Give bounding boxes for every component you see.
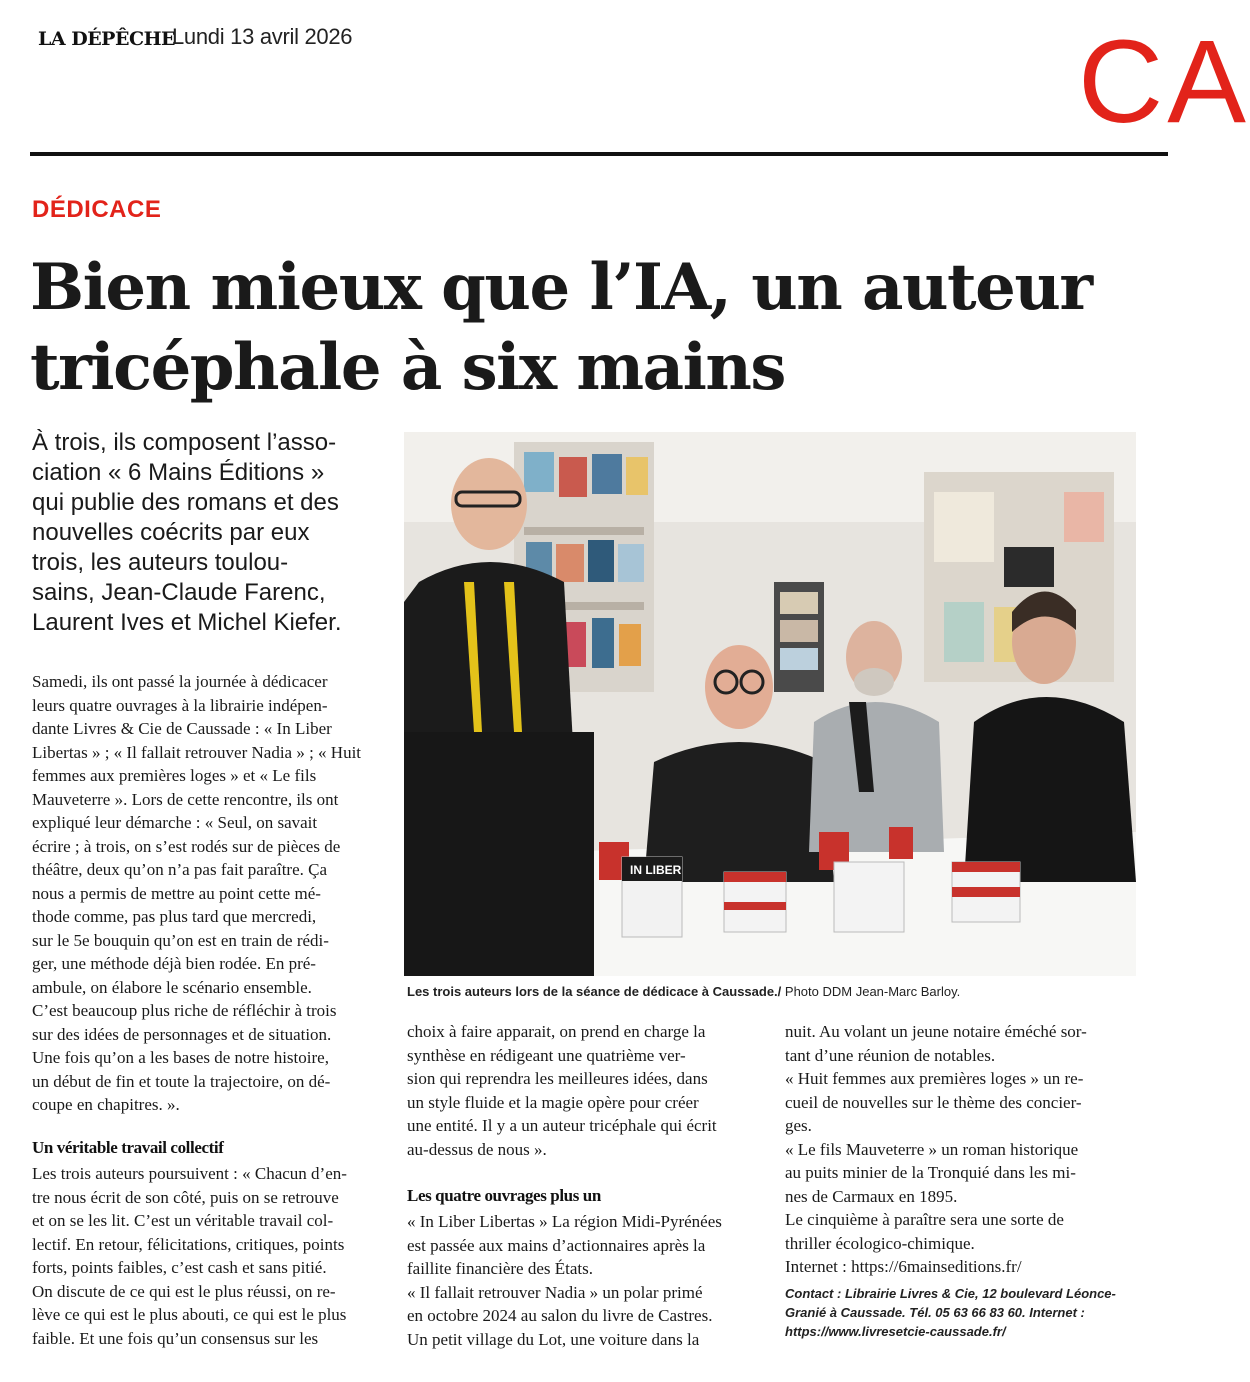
book-cover-label: IN LIBER: [630, 863, 682, 877]
section-title: CA: [1078, 16, 1250, 148]
caption-credit: Photo DDM Jean-Marc Barloy.: [781, 984, 961, 999]
article-body-col2-continued: « In Liber Libertas » La région Midi-Pyrénées est passée aux mains d’actionnaires après la faillite financière des États. « Il fallait retrouver Nadia » un polar primé en octobre 2024 au salon du livre de Castres. Un petit village du Lot, une voiture dans la: [407, 1212, 722, 1349]
newspaper-masthead: LA DÉPÊCHE: [38, 28, 175, 50]
article-body-col1: Samedi, ils ont passé la journée à dédicacer leurs quatre ouvrages à la librairie indépen- dante Livres & Cie de Caussade : « In Liber Libertas » ; « Il fallait retrouver Nadia » ; « Huit femmes aux premières loges » et « Le fils Mauveterre ». Lors de cette rencontre, ils ont expliqué leur démarche : « Seul, on savait écrire ; à trois, on s’est rodés sur de pièces de théâtre, deux qu’on n’a pas fait paraître. Ça nous a permis de mettre au point cette mé- thode comme, pas plus tard que mercredi, sur le 5e bouquin qu’on est en train de rédi- ger, une méthode déjà bien rodée. En pré- ambule, on élabore le scénario ensemble. C’est beaucoup plus riche de réfléchir à trois sur des idées de personnages et de situation. Une fois qu’on a les bases de notre histoire, un début de fin et toute la trajectoire, on dé- coupe en chapitres. ».: [32, 672, 362, 1114]
header-rule: [30, 152, 1168, 156]
article-lead: À trois, ils composent l’asso- ciation « 6 Mains Éditions » qui publie des romans et des nouvelles coécrits par eux trois, les auteurs toulou- sains, Jean-Claude Farenc, Laurent Ives et Michel Kiefer.: [32, 429, 342, 636]
photo-caption: [407, 984, 1147, 999]
subheading-ouvrages: Les quatre ouvrages plus un: [407, 1186, 601, 1205]
article-photo: [404, 432, 1136, 976]
page-header: [30, 16, 1250, 162]
issue-date: Lundi 13 avril 2026: [172, 24, 353, 49]
article-body-col1-continued: Les trois auteurs poursuivent : « Chacun d’en- tre nous écrit de son côté, puis on se retrouve et on se les lit. C’est un véritable travail col- lectif. En retour, félicitations, critiques, points forts, points faibles, c’est cash et sans pitié. On discute de ce qui est le plus réussi, on re- lève ce qui est le plus abouti, ce qui est le plus faible. Et une fois qu’un consensus sur les: [32, 1164, 347, 1348]
article-kicker: DÉDICACE: [32, 196, 162, 223]
caption-text: Les trois auteurs lors de la séance de dédicace à Caussade./: [407, 984, 782, 999]
article-body-col3: nuit. Au volant un jeune notaire éméché sor- tant d’une réunion de notables. « Huit femmes aux premières loges » un re- cueil de nouvelles sur le thème des concier- ges. « Le fils Mauveterre » un roman historique au puits minier de la Tronquié dans les mi- nes de Carmaux en 1895. Le cinquième à paraître sera une sorte de thriller écologico-chimique. Internet : https://6mainseditions.fr/: [785, 1022, 1087, 1276]
subheading-collectif: Un véritable travail collectif: [32, 1138, 224, 1157]
article-headline: Bien mieux que l’IA, un auteur tricéphale à six mains: [30, 250, 1092, 405]
article-body-col2: choix à faire apparait, on prend en charge la synthèse en rédigeant une quatrième ver- sion qui reprendra les meilleures idées, dans un style fluide et la magie opère pour créer une entité. Il y a un auteur tricéphale qui écrit au-dessus de nous ».: [407, 1022, 717, 1159]
photo-illustration: [404, 432, 1136, 976]
contact-info: Contact : Librairie Livres & Cie, 12 boulevard Léonce- Granié à Caussade. Tél. 05 63 66 83 60. Internet : https://www.livresetcie-caussade.fr/: [785, 1286, 1116, 1339]
